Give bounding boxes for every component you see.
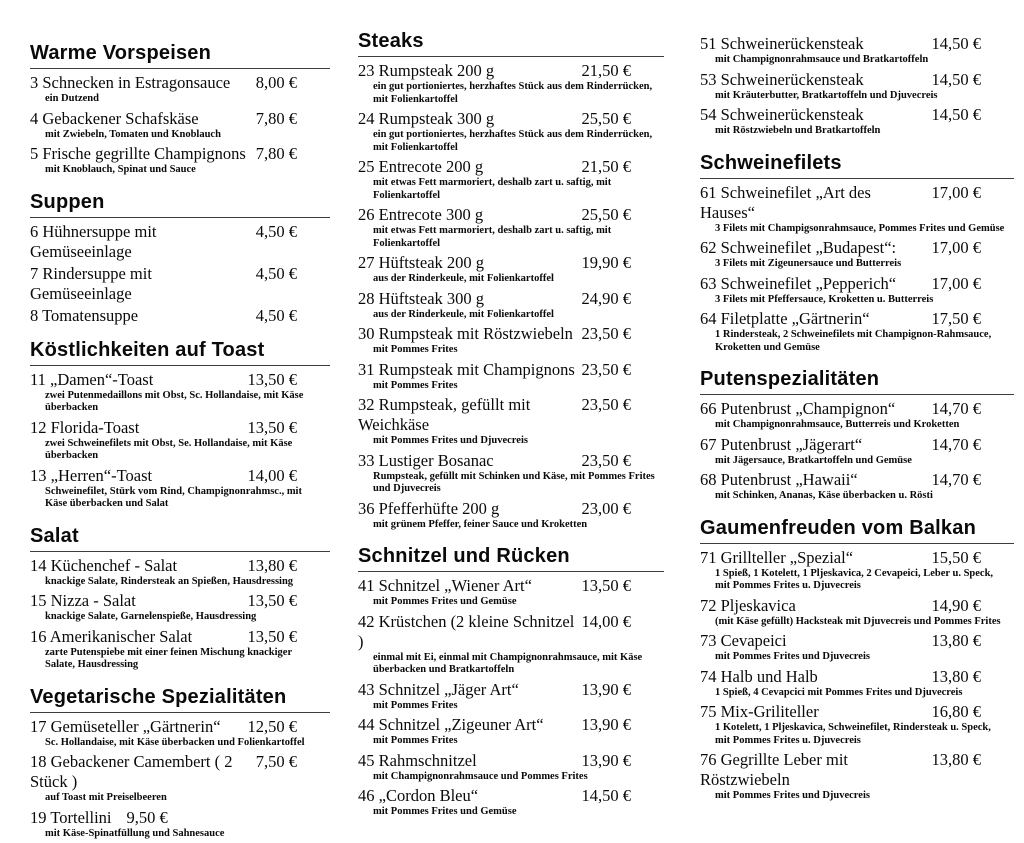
menu-item-61 bbox=[700, 183, 1014, 237]
menu-section bbox=[30, 339, 330, 512]
item-description: 1 Kotelett, 1 Pljeskavica, Schweinefilet, Rindersteak u. Speck, mit Pommes Frites u. Djuvecreis bbox=[715, 722, 991, 746]
item-description: 3 Filets mit Zigeunersauce und Butterreis bbox=[715, 258, 902, 269]
item-description: mit Jägersauce, Bratkartoffeln und Gemüse bbox=[715, 454, 912, 466]
section-title: Gaumenfreuden vom Balkan bbox=[700, 517, 1014, 544]
item-line bbox=[30, 264, 330, 304]
menu-item-33 bbox=[358, 451, 664, 497]
item-description: knackige Salate, Rindersteak an Spießen, Hausdressing bbox=[45, 575, 294, 587]
menu-item-51 bbox=[700, 34, 1014, 68]
section-title: Schnitzel und Rücken bbox=[358, 545, 664, 572]
section-title: Steaks bbox=[358, 30, 664, 57]
item-line bbox=[358, 109, 664, 129]
item-price: 23,00 € bbox=[581, 498, 631, 518]
item-description: mit etwas Fett marmoriert, deshalb zart u. saftig, mit Folienkartoffel bbox=[373, 225, 612, 249]
menu-item-54 bbox=[700, 105, 1014, 139]
menu-item-27 bbox=[358, 253, 664, 287]
section-title: Warme Vorspeisen bbox=[30, 42, 330, 69]
item-line bbox=[700, 105, 1014, 125]
item-name: 5 Frische gegrillte Champignons bbox=[30, 144, 246, 163]
item-name: 68 Putenbrust „Hawaii“ bbox=[700, 470, 858, 489]
menu-item-13 bbox=[30, 466, 330, 512]
item-description: Schweinefilet, Stürk vom Rind, Champignonrahmsc., mit Käse überbacken und Salat bbox=[45, 485, 302, 509]
item-price: 23,50 € bbox=[581, 324, 631, 343]
item-line bbox=[30, 144, 330, 164]
item-name: 15 Nizza - Salat bbox=[30, 591, 136, 610]
item-price: 7,50 € bbox=[255, 752, 297, 771]
item-line bbox=[358, 205, 664, 225]
item-line bbox=[30, 109, 330, 129]
item-name: 53 Schweinerückensteak bbox=[700, 69, 864, 89]
menu-item-45 bbox=[358, 751, 664, 785]
item-line bbox=[358, 576, 664, 596]
menu-item-67 bbox=[700, 435, 1014, 469]
item-name: 75 Mix-Griliteller bbox=[700, 702, 819, 721]
menu-item-64 bbox=[700, 309, 1014, 355]
item-description: zwei Schweinefilets mit Obst, Se. Hollandaise, mit Käse überbacken bbox=[45, 437, 293, 461]
item-price: 4,50 € bbox=[255, 305, 297, 325]
item-line bbox=[30, 73, 330, 93]
item-name: 31 Rumpsteak mit Champignons bbox=[358, 359, 575, 379]
section-title: Putenspezialitäten bbox=[700, 368, 1014, 395]
menu-item-44 bbox=[358, 715, 664, 749]
menu-item-42 bbox=[358, 612, 664, 678]
menu-item-19 bbox=[30, 808, 330, 842]
menu-item-53 bbox=[700, 70, 1014, 104]
item-line bbox=[30, 717, 330, 737]
menu-item-16 bbox=[30, 627, 330, 673]
item-description: 3 Filets mit Champigsonrahmsauce, Pommes Frites und Gemüse bbox=[715, 222, 1005, 234]
menu-section bbox=[700, 368, 1014, 504]
item-price: 17,50 € bbox=[931, 309, 981, 328]
item-name: 76 Gegrillte Leber mit Röstzwiebeln bbox=[700, 750, 848, 789]
menu-section bbox=[30, 191, 330, 326]
item-description: mit Pommes Frites und Djuvecreis bbox=[715, 790, 870, 801]
item-name: 51 Schweinerückensteak bbox=[700, 34, 864, 53]
section-title: Salat bbox=[30, 525, 330, 552]
menu-item-14 bbox=[30, 556, 330, 590]
item-line bbox=[358, 451, 664, 471]
item-description: mit Kräuterbutter, Bratkartoffeln und Djuvecreis bbox=[715, 89, 938, 101]
item-name: 43 Schnitzel „Jäger Art“ bbox=[358, 679, 519, 699]
menu-section bbox=[700, 152, 1014, 356]
item-name: 12 Florida-Toast bbox=[30, 417, 140, 437]
item-price: 13,50 € bbox=[247, 591, 297, 610]
item-price: 14,00 € bbox=[581, 611, 631, 631]
item-name: 74 Halb und Halb bbox=[700, 666, 818, 686]
item-price: 14,70 € bbox=[931, 434, 981, 454]
item-line bbox=[700, 470, 1014, 490]
item-price: 13,90 € bbox=[581, 715, 631, 734]
menu-section bbox=[358, 30, 664, 532]
menu-item-71 bbox=[700, 548, 1014, 594]
item-price: 14,50 € bbox=[581, 786, 631, 805]
item-line bbox=[358, 61, 664, 81]
menu-item-74 bbox=[700, 667, 1014, 701]
menu-section bbox=[700, 34, 1014, 139]
item-price: 13,90 € bbox=[581, 679, 631, 699]
item-price: 4,50 € bbox=[255, 221, 297, 241]
item-name: 32 Rumpsteak, gefüllt mit Weichkäse bbox=[358, 395, 531, 434]
menu-item-72 bbox=[700, 596, 1014, 630]
item-name: 62 Schweinefilet „Budapest“: bbox=[700, 238, 897, 257]
item-line bbox=[30, 808, 330, 828]
item-price: 13,50 € bbox=[247, 626, 297, 646]
item-price: 23,50 € bbox=[581, 450, 631, 470]
menu-item-26 bbox=[358, 205, 664, 251]
menu-column-3 bbox=[700, 30, 1014, 843]
menu-item-24 bbox=[358, 109, 664, 155]
item-price: 19,90 € bbox=[581, 253, 631, 272]
menu-section bbox=[700, 517, 1014, 804]
menu-item-17 bbox=[30, 717, 330, 751]
item-line bbox=[700, 435, 1014, 455]
item-name: 36 Pfefferhüfte 200 g bbox=[358, 498, 500, 518]
item-name: 42 Krüstchen (2 kleine Schnitzel ) bbox=[358, 611, 575, 651]
item-description: aus der Rinderkeule, mit Folienkartoffel bbox=[373, 273, 554, 284]
item-name: 33 Lustiger Bosanac bbox=[358, 450, 494, 470]
menu-item-36 bbox=[358, 499, 664, 533]
item-line bbox=[30, 222, 330, 262]
menu-item-7 bbox=[30, 264, 330, 304]
item-price: 13,50 € bbox=[247, 417, 297, 437]
item-line bbox=[700, 667, 1014, 687]
menu-item-41 bbox=[358, 576, 664, 610]
item-price: 13,50 € bbox=[247, 369, 297, 389]
menu-item-3 bbox=[30, 73, 330, 107]
item-line bbox=[700, 238, 1014, 258]
item-name: 17 Gemüseteller „Gärtnerin“ bbox=[30, 716, 221, 736]
menu-item-4 bbox=[30, 109, 330, 143]
item-description: mit Pommes Frites und Djuvecreis bbox=[373, 435, 528, 446]
item-line bbox=[700, 631, 1014, 651]
menu-item-23 bbox=[358, 61, 664, 107]
menu-section bbox=[30, 42, 330, 178]
item-name: 46 „Cordon Bleu“ bbox=[358, 786, 479, 805]
item-name: 26 Entrecote 300 g bbox=[358, 205, 484, 224]
item-description: einmal mit Ei, einmal mit Champignonrahmsauce, mit Käse überbacken und Bratkartoffeln bbox=[373, 651, 643, 675]
item-description: mit Pommes Frites bbox=[373, 735, 458, 746]
item-price: 21,50 € bbox=[581, 157, 631, 176]
item-name: 63 Schweinefilet „Pepperich“ bbox=[700, 273, 897, 293]
item-name: 72 Pljeskavica bbox=[700, 595, 796, 615]
item-price: 14,70 € bbox=[931, 470, 981, 489]
item-price: 13,80 € bbox=[931, 666, 981, 686]
menu-item-63 bbox=[700, 274, 1014, 308]
item-name: 27 Hüftsteak 200 g bbox=[358, 253, 485, 272]
item-line bbox=[30, 370, 330, 390]
menu-item-66 bbox=[700, 399, 1014, 433]
item-name: 13 „Herren“-Toast bbox=[30, 465, 153, 485]
item-description: mit Zwiebeln, Tomaten und Knoblauch bbox=[45, 128, 221, 140]
item-price: 17,00 € bbox=[931, 238, 981, 257]
menu-section bbox=[30, 686, 330, 842]
item-description: mit Champignonrahmsauce, Butterreis und Kroketten bbox=[715, 419, 960, 430]
item-description: ein gut portioniertes, herzhaftes Stück aus dem Rinderrücken, mit Folienkartoffel bbox=[373, 129, 653, 153]
item-description: ein Dutzend bbox=[45, 93, 99, 104]
menu-item-28 bbox=[358, 289, 664, 323]
item-price: 13,80 € bbox=[931, 750, 981, 769]
item-price: 16,80 € bbox=[931, 702, 981, 721]
menu-column-1 bbox=[30, 30, 330, 843]
item-name: 16 Amerikanischer Salat bbox=[30, 626, 193, 646]
item-name: 25 Entrecote 200 g bbox=[358, 157, 484, 176]
item-name: 8 Tomatensuppe bbox=[30, 305, 139, 325]
item-description: zwei Putenmedaillons mit Obst, Sc. Hollandaise, mit Käse überbacken bbox=[45, 389, 304, 413]
item-price: 9,50 € bbox=[126, 807, 168, 827]
item-line bbox=[358, 395, 664, 435]
menu-item-73 bbox=[700, 631, 1014, 665]
item-name: 30 Rumpsteak mit Röstzwiebeln bbox=[358, 324, 573, 343]
menu-item-31 bbox=[358, 360, 664, 394]
item-line bbox=[358, 360, 664, 380]
item-name: 19 Tortellini bbox=[30, 807, 112, 827]
item-name: 11 „Damen“-Toast bbox=[30, 369, 154, 389]
item-price: 21,50 € bbox=[581, 61, 631, 80]
item-price: 13,90 € bbox=[581, 750, 631, 770]
item-description: 3 Filets mit Pfeffersauce, Kroketten u. Butterreis bbox=[715, 293, 934, 305]
menu-section bbox=[358, 545, 664, 820]
item-price: 23,50 € bbox=[581, 395, 631, 414]
item-price: 8,00 € bbox=[255, 73, 297, 92]
item-description: mit Pommes Frites bbox=[373, 344, 458, 355]
item-name: 44 Schnitzel „Zigeuner Art“ bbox=[358, 715, 544, 734]
item-line bbox=[700, 702, 1014, 722]
item-line bbox=[358, 612, 664, 652]
item-name: 18 Gebackener Camembert ( 2 Stück ) bbox=[30, 752, 233, 791]
item-name: 28 Hüftsteak 300 g bbox=[358, 288, 485, 308]
item-description: mit Röstzwiebeln und Bratkartoffeln bbox=[715, 125, 881, 136]
menu-item-43 bbox=[358, 680, 664, 714]
item-name: 14 Küchenchef - Salat bbox=[30, 555, 178, 575]
menu-column-2 bbox=[358, 30, 664, 843]
menu-item-62 bbox=[700, 238, 1014, 272]
item-name: 66 Putenbrust „Champignon“ bbox=[700, 399, 896, 418]
item-price: 17,00 € bbox=[931, 273, 981, 293]
item-description: Sc. Hollandaise, mit Käse überbacken und Folienkartoffel bbox=[45, 736, 305, 748]
item-line bbox=[700, 596, 1014, 616]
item-name: 64 Filetplatte „Gärtnerin“ bbox=[700, 309, 870, 328]
item-price: 13,50 € bbox=[581, 576, 631, 595]
menu-item-46 bbox=[358, 786, 664, 820]
item-description: 1 Rindersteak, 2 Schweinefilets mit Champignon-Rahmsauce, Kroketten und Gemüse bbox=[715, 329, 992, 353]
item-description: Rumpsteak, gefüllt mit Schinken und Käse, mit Pommes Frites und Djuvecreis bbox=[373, 470, 655, 494]
item-description: knackige Salate, Garnelenspieße, Hausdressing bbox=[45, 611, 257, 622]
item-price: 14,00 € bbox=[247, 465, 297, 485]
item-name: 71 Grillteller „Spezial“ bbox=[700, 547, 854, 567]
item-line bbox=[30, 466, 330, 486]
item-description: mit Schinken, Ananas, Käse überbacken u. Rösti bbox=[715, 490, 933, 501]
item-description: 1 Spieß, 4 Cevapcici mit Pommes Frites und Djuvecreis bbox=[715, 686, 963, 698]
item-line bbox=[358, 157, 664, 177]
item-price: 17,00 € bbox=[931, 182, 981, 202]
item-price: 14,70 € bbox=[931, 399, 981, 418]
item-line bbox=[700, 309, 1014, 329]
item-description: ein gut portioniertes, herzhaftes Stück aus dem Rinderrücken, mit Folienkartoffel bbox=[373, 81, 653, 105]
item-name: 6 Hühnersuppe mit Gemüseeinlage bbox=[30, 221, 157, 261]
item-name: 67 Putenbrust „Jägerart“ bbox=[700, 434, 863, 454]
item-line bbox=[30, 627, 330, 647]
item-line bbox=[700, 750, 1014, 790]
menu-item-6 bbox=[30, 222, 330, 262]
item-price: 25,50 € bbox=[581, 109, 631, 128]
item-name: 45 Rahmschnitzel bbox=[358, 750, 477, 770]
item-price: 14,50 € bbox=[931, 105, 981, 124]
menu-item-68 bbox=[700, 470, 1014, 504]
item-line bbox=[30, 418, 330, 438]
item-name: 3 Schnecken in Estragonsauce bbox=[30, 73, 231, 92]
item-price: 23,50 € bbox=[581, 359, 631, 379]
item-price: 7,80 € bbox=[255, 108, 297, 128]
item-description: mit Pommes Frites und Gemüse bbox=[373, 806, 517, 817]
item-description: mit etwas Fett marmoriert, deshalb zart u. saftig, mit Folienkartoffel bbox=[373, 177, 612, 201]
menu-item-12 bbox=[30, 418, 330, 464]
item-line bbox=[700, 70, 1014, 90]
item-line bbox=[30, 591, 330, 611]
item-price: 13,80 € bbox=[931, 631, 981, 650]
item-price: 13,80 € bbox=[247, 555, 297, 575]
item-price: 4,50 € bbox=[255, 263, 297, 283]
item-price: 14,90 € bbox=[931, 595, 981, 615]
item-price: 25,50 € bbox=[581, 205, 631, 224]
item-name: 61 Schweinefilet „Art des Hauses“ bbox=[700, 182, 871, 222]
item-description: 1 Spieß, 1 Kotelett, 1 Pljeskavica, 2 Cevapeici, Leber u. Speck, mit Pommes Frites u. Djuvecreis bbox=[715, 567, 994, 591]
item-line bbox=[30, 556, 330, 576]
menu-section bbox=[30, 525, 330, 673]
section-title: Vegetarische Spezialitäten bbox=[30, 686, 330, 713]
item-description: mit Pommes Frites bbox=[373, 699, 458, 711]
item-line bbox=[358, 680, 664, 700]
menu-item-11 bbox=[30, 370, 330, 416]
item-name: 41 Schnitzel „Wiener Art“ bbox=[358, 576, 532, 595]
section-title: Schweinefilets bbox=[700, 152, 1014, 179]
menu-item-8 bbox=[30, 306, 330, 326]
section-title: Köstlichkeiten auf Toast bbox=[30, 339, 330, 366]
item-price: 14,50 € bbox=[931, 69, 981, 89]
item-line bbox=[358, 715, 664, 735]
item-line bbox=[30, 752, 330, 792]
item-description: mit Pommes Frites und Gemüse bbox=[373, 596, 517, 607]
item-description: mit Champignonrahmsauce und Bratkartoffeln bbox=[715, 54, 929, 65]
menu-item-76 bbox=[700, 750, 1014, 804]
item-description: mit grünem Pfeffer, feiner Sauce und Kroketten bbox=[373, 518, 588, 530]
item-description: (mit Käse gefüllt) Hacksteak mit Djuvecreis und Pommes Frites bbox=[715, 615, 1001, 627]
item-line bbox=[358, 751, 664, 771]
item-name: 4 Gebackener Schafskäse bbox=[30, 108, 199, 128]
item-line bbox=[700, 399, 1014, 419]
item-line bbox=[358, 786, 664, 806]
item-name: 73 Cevapeici bbox=[700, 631, 787, 650]
menu-item-30 bbox=[358, 324, 664, 358]
item-name: 24 Rumpsteak 300 g bbox=[358, 109, 495, 128]
item-line bbox=[358, 289, 664, 309]
item-name: 7 Rindersuppe mit Gemüseeinlage bbox=[30, 263, 152, 303]
item-price: 7,80 € bbox=[255, 144, 297, 163]
item-description: mit Pommes Frites und Djuvecreis bbox=[715, 651, 870, 662]
item-description: mit Champignonrahmsauce und Pommes Frites bbox=[373, 770, 588, 782]
item-description: aus der Rinderkeule, mit Folienkartoffel bbox=[373, 308, 554, 320]
item-price: 24,90 € bbox=[581, 288, 631, 308]
item-price: 14,50 € bbox=[931, 34, 981, 53]
item-description: mit Knoblauch, Spinat und Sauce bbox=[45, 164, 196, 175]
item-line bbox=[358, 499, 664, 519]
item-line bbox=[358, 253, 664, 273]
item-line bbox=[358, 324, 664, 344]
section-title: Suppen bbox=[30, 191, 330, 218]
item-price: 12,50 € bbox=[247, 716, 297, 736]
item-description: zarte Putenspiebe mit einer feinen Mischung knackiger Salate, Hausdressing bbox=[45, 646, 292, 670]
menu-item-32 bbox=[358, 395, 664, 449]
item-name: 54 Schweinerückensteak bbox=[700, 105, 864, 124]
item-description: auf Toast mit Preiselbeeren bbox=[45, 792, 167, 803]
item-line bbox=[700, 274, 1014, 294]
item-line bbox=[700, 183, 1014, 223]
menu-item-15 bbox=[30, 591, 330, 625]
menu-item-18 bbox=[30, 752, 330, 806]
menu-item-5 bbox=[30, 144, 330, 178]
item-name: 23 Rumpsteak 200 g bbox=[358, 61, 495, 80]
menu-item-75 bbox=[700, 702, 1014, 748]
item-line bbox=[30, 306, 330, 326]
item-line bbox=[700, 34, 1014, 54]
item-price: 15,50 € bbox=[931, 547, 981, 567]
item-description: mit Käse-Spinatfüllung und Sahnesauce bbox=[45, 827, 225, 839]
menu-item-25 bbox=[358, 157, 664, 203]
item-description: mit Pommes Frites bbox=[373, 379, 458, 391]
item-line bbox=[700, 548, 1014, 568]
